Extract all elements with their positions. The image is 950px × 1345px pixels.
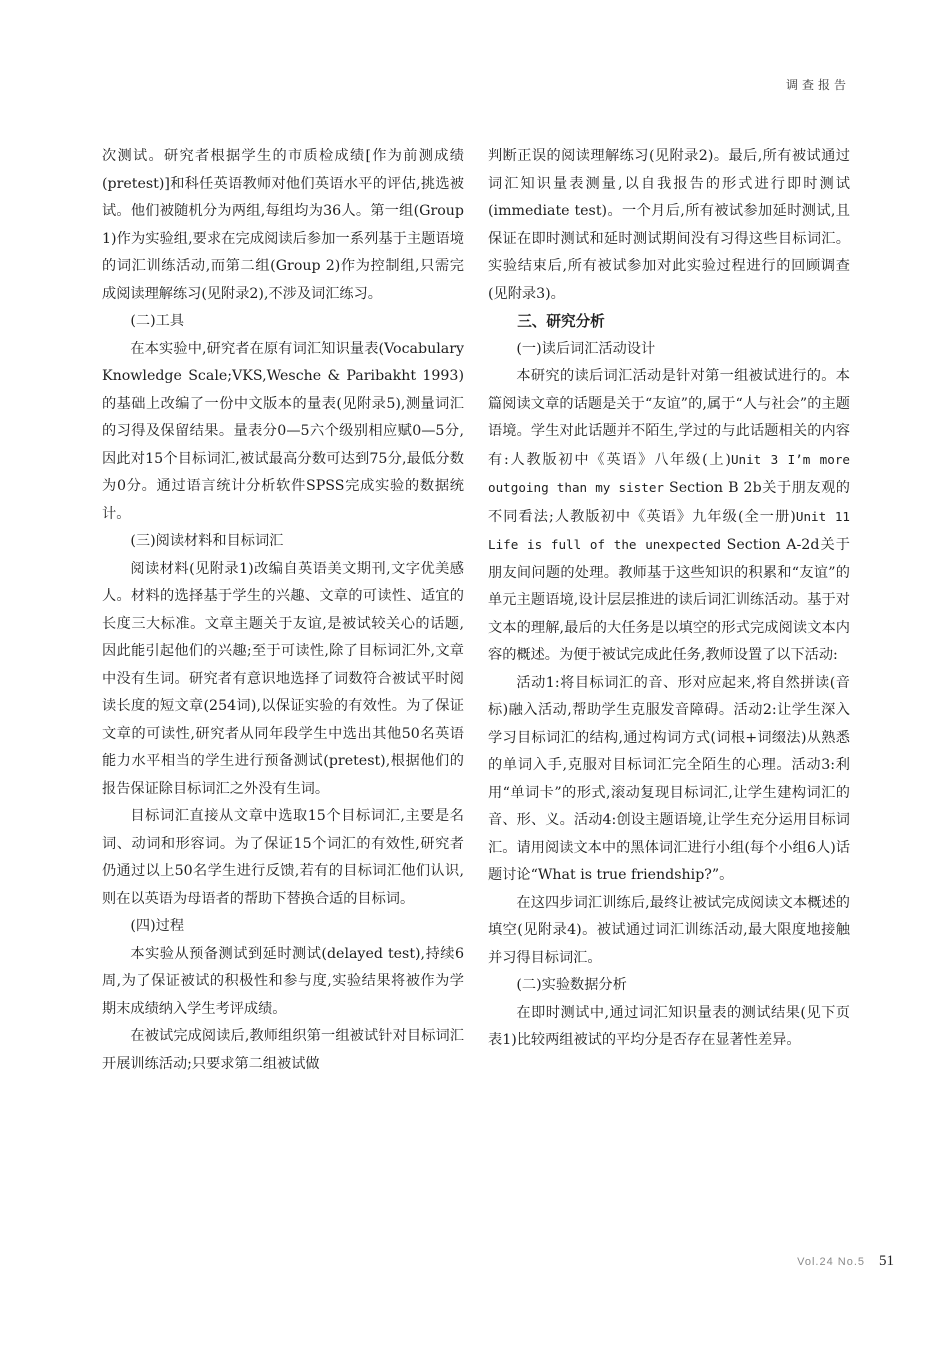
section-tag: 调查报告 [785, 78, 850, 92]
textbook-unit11-title: Unit 11 Life is full of the unexpected [488, 508, 851, 552]
paragraph-materials-2: 目标词汇直接从文章中选取15个目标词汇,主要是名词、动词和形容词。为了保证15个词汇的有效性,研究者仍通过以上50名学生进行反馈,若有的目标词汇他们认识,则在以英语为母语者的帮助下替换合适的目标词。 [102, 808, 464, 907]
paragraph-process-cont: 判断正误的阅读理解练习(见附录2)。最后,所有被试通过词汇知识量表测量,以自我报告的形式进行即时测试(immediate test)。一个月后,所有被试参加延时测试,且保证在即时测试和延时测试期间没有习得这些目标词汇。实验结束后,所有被试参加对此实验过程进行的回顾调查(见附录3)。 [488, 148, 850, 302]
heading-process: (四)过程 [130, 918, 185, 934]
paragraph-process-2: 在被试完成阅读后,教师组织第一组被试针对目标词汇开展训练活动;只要求第二组被试做 [102, 1028, 464, 1072]
heading-tools: (二)工具 [130, 313, 185, 329]
textbook-unit3-title: Unit 3 I’m more outgoing than my sister [488, 451, 851, 495]
page-number: 51 [879, 1253, 894, 1269]
heading-activity-design: (一)读后词汇活动设计 [516, 340, 656, 357]
design-text-c: Section A-2d关于朋友间问题的处理。教师基于这些知识的积累和“友谊”的单元主题语境,设计层层推进的读后词汇训练活动。基于对文本的理解,最后的大任务是以填空的形式完成阅读文本内容的概述。为便于被试完成此任务,教师设置了以下活动: [488, 537, 850, 663]
heading-analysis: 三、研究分析 [517, 313, 605, 330]
paragraph-activities: 活动1:将目标词汇的音、形对应起来,将自然拼读(音标)融入活动,帮助学生克服发音障碍。活动2:让学生深入学习目标词汇的结构,通过构词方式(词根+词缀法)从熟悉的单词入手,克服对目标词汇完全陌生的心理。活动3:利用“单词卡”的形式,滚动复现目标词汇,让学生建构词汇的音、形、义。活动4:创设主题语境,让学生充分运用目标词汇。请用阅读文本中的黑体词汇进行小组(每个小组6人)话题讨论“What is true friendship?”。 [488, 674, 850, 883]
left-column [102, 143, 464, 1078]
page-footer [700, 1250, 894, 1270]
paragraph-process-1: 本实验从预备测试到延时测试(delayed test),持续6周,为了保证被试的积极性和参与度,实验结果将被作为学期末成绩纳入学生考评成绩。 [102, 945, 464, 1017]
paragraph-activity-design [488, 363, 850, 670]
heading-materials: (三)阅读材料和目标词汇 [130, 533, 284, 549]
design-text-b: Section B 2b关于朋友观的不同看法;人教版初中《英语》九年级(全一册) [488, 480, 850, 525]
paragraph-tools: 在本实验中,研究者在原有词汇知识量表(Vocabulary Knowledge Scale;VKS,Wesche & Paribakht 1993)的基础上改编了一份中文版本的量表(见附录5),测量词汇的习得及保留结果。量表分0—5六个级别相应赋0—5分,因此对15个目标词汇,被试最高分数可达到75分,最低分数为0分。通过语言统计分析软件SPSS完成实验的数据统计。 [102, 340, 464, 522]
paragraph-data-analysis: 在即时测试中,通过词汇知识量表的测试结果(见下页表1)比较两组被试的平均分是否存在显著性差异。 [488, 1004, 850, 1048]
paragraph-summary: 在这四步词汇训练后,最终让被试完成阅读文本概述的填空(见附录4)。被试通过词汇训练活动,最大限度地接触并习得目标词汇。 [488, 894, 850, 966]
volume-issue: Vol.24 No.5 [797, 1256, 865, 1268]
right-column [488, 143, 850, 1055]
heading-data-analysis: (二)实验数据分析 [516, 977, 627, 993]
paragraph-participants-cont: 次测试。研究者根据学生的市质检成绩[作为前测成绩(pretest)]和科任英语教师对他们英语水平的评估,挑选被试。他们被随机分为两组,每组均为36人。第一组(Group 1)作为实验组,要求在完成阅读后参加一系列基于主题语境的词汇训练活动,而第二组(Group 2)作为控制组,只需完成阅读理解练习(见附录2),不涉及词汇练习。 [102, 148, 464, 302]
paragraph-materials-1: 阅读材料(见附录1)改编自英语美文期刊,文字优美感人。材料的选择基于学生的兴趣、文章的可读性、适宜的长度三大标准。文章主题关于友谊,是被试较关心的话题,因此能引起他们的兴趣;至于可读性,除了目标词汇外,文章中没有生词。研究者有意识地选择了词数符合被试平时阅读长度的短文章(254词),以保证实验的有效性。为了保证文章的可读性,研究者从同年段学生中选出其他50名英语能力水平相当的学生进行预备测试(pretest),根据他们的报告保证除目标词汇之外没有生词。 [102, 560, 464, 797]
design-text-a: 本研究的读后词汇活动是针对第一组被试进行的。本篇阅读文章的话题是关于“友谊”的,属于“人与社会”的主题语境。学生对此话题并不陌生,学过的与此话题相关的内容有:人教版初中《英语》八年级(上) [488, 368, 850, 468]
